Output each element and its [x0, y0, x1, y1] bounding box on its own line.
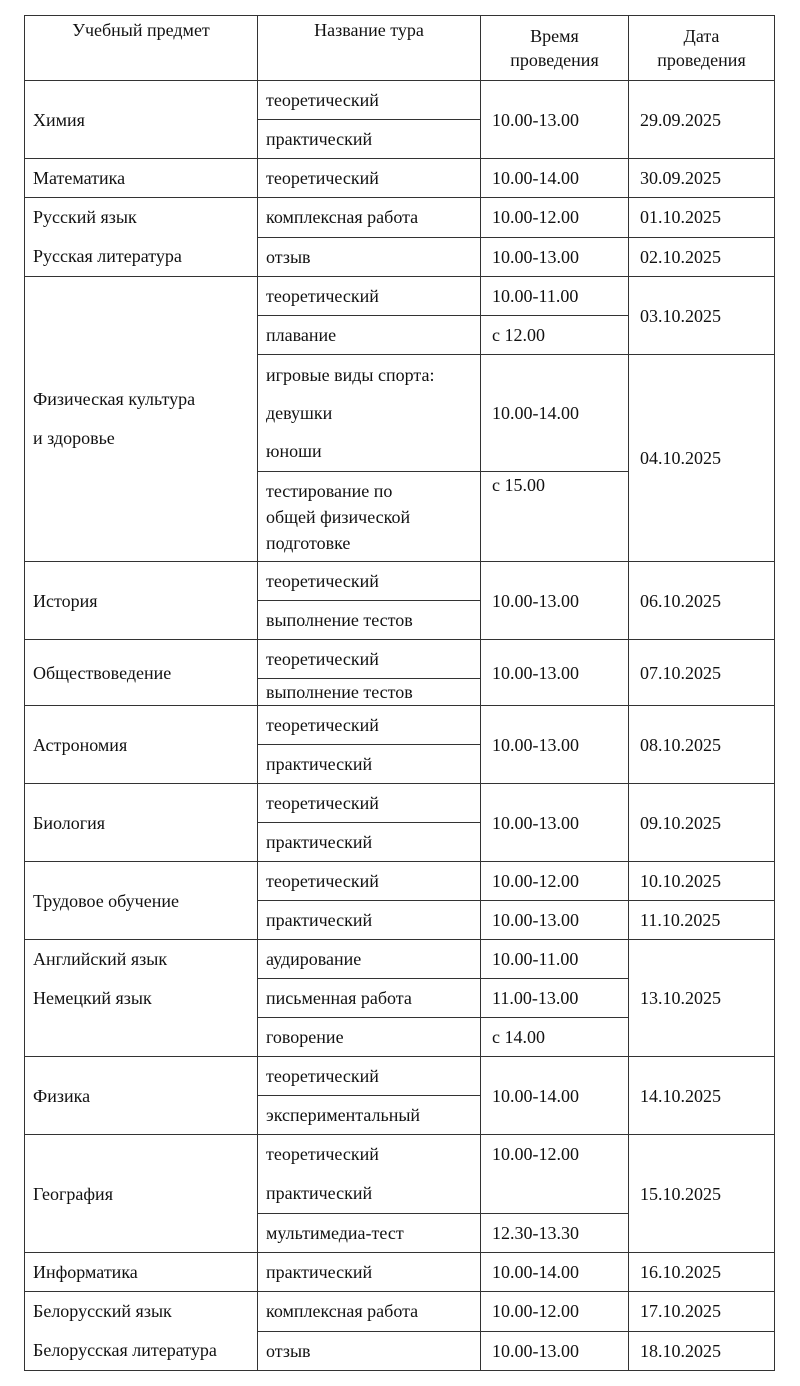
tour-cell: теоретический	[258, 1057, 481, 1096]
subject-cell: Химия	[25, 81, 258, 159]
table-row	[25, 1292, 775, 1332]
table-row	[25, 784, 775, 823]
tour-cell: отзыв	[258, 1331, 481, 1371]
tour-cell: тестирование по общей физической подготовке	[258, 472, 481, 562]
date-cell: 15.10.2025	[629, 1135, 775, 1253]
tour-cell: теоретический	[258, 706, 481, 745]
date-cell: 03.10.2025	[629, 277, 775, 355]
subject-line: Русская литература	[33, 246, 182, 266]
subject-cell: Астрономия	[25, 706, 258, 784]
date-cell: 18.10.2025	[629, 1331, 775, 1371]
subject-cell: История	[25, 562, 258, 640]
tour-cell: плавание	[258, 316, 481, 355]
time-cell: 10.00-12.00	[481, 1135, 629, 1214]
time-cell: 10.00-13.00	[481, 1331, 629, 1371]
tour-cell: теоретический	[258, 277, 481, 316]
time-cell: 10.00-13.00	[481, 706, 629, 784]
tour-cell: комплексная работа	[258, 198, 481, 238]
tour-cell: игровые виды спорта: девушки юноши	[258, 355, 481, 472]
tour-cell: практический	[258, 1253, 481, 1292]
table-row	[25, 640, 775, 679]
date-cell: 17.10.2025	[629, 1292, 775, 1332]
table-row	[25, 562, 775, 601]
date-cell: 13.10.2025	[629, 940, 775, 1057]
table-row	[25, 862, 775, 901]
table-row	[25, 159, 775, 198]
subject-cell: Белорусский язык Белорусская литература	[25, 1292, 258, 1371]
date-cell: 01.10.2025	[629, 198, 775, 238]
tour-cell: теоретический практический	[258, 1135, 481, 1214]
subject-cell: Биология	[25, 784, 258, 862]
header-time: Время проведения	[481, 16, 629, 81]
table-row	[25, 940, 775, 979]
tour-cell: теоретический	[258, 640, 481, 679]
table-row	[25, 1057, 775, 1096]
header-subject: Учебный предмет	[25, 16, 258, 81]
subject-cell: Математика	[25, 159, 258, 198]
table-row	[25, 277, 775, 316]
time-cell: 10.00-13.00	[481, 237, 629, 277]
header-tour: Название тура	[258, 16, 481, 81]
subject-cell: Трудовое обучение	[25, 862, 258, 940]
date-cell: 29.09.2025	[629, 81, 775, 159]
time-cell: 10.00-13.00	[481, 640, 629, 706]
time-cell: 10.00-12.00	[481, 862, 629, 901]
time-cell: 10.00-11.00	[481, 940, 629, 979]
subject-cell	[25, 198, 258, 277]
time-cell: 10.00-13.00	[481, 81, 629, 159]
time-cell: 10.00-13.00	[481, 784, 629, 862]
date-cell: 08.10.2025	[629, 706, 775, 784]
time-cell: 10.00-14.00	[481, 355, 629, 472]
subject-cell: Физическая культура и здоровье	[25, 277, 258, 562]
tour-cell: отзыв	[258, 237, 481, 277]
time-cell: 12.30-13.30	[481, 1214, 629, 1253]
date-cell: 06.10.2025	[629, 562, 775, 640]
tour-cell: практический	[258, 823, 481, 862]
subject-cell: Английский язык Немецкий язык	[25, 940, 258, 1057]
time-cell: 11.00-13.00	[481, 979, 629, 1018]
table-row	[25, 706, 775, 745]
date-cell: 09.10.2025	[629, 784, 775, 862]
time-cell: 10.00-11.00	[481, 277, 629, 316]
time-cell: 10.00-12.00	[481, 198, 629, 238]
date-cell: 10.10.2025	[629, 862, 775, 901]
date-cell: 14.10.2025	[629, 1057, 775, 1135]
time-cell: 10.00-14.00	[481, 1057, 629, 1135]
time-cell: с 12.00	[481, 316, 629, 355]
time-cell: 10.00-13.00	[481, 901, 629, 940]
tour-cell: говорение	[258, 1018, 481, 1057]
date-cell: 04.10.2025	[629, 355, 775, 562]
time-cell: 10.00-13.00	[481, 562, 629, 640]
table-row	[25, 1135, 775, 1214]
tour-cell: теоретический	[258, 562, 481, 601]
time-cell: 10.00-14.00	[481, 1253, 629, 1292]
tour-cell: экспериментальный	[258, 1096, 481, 1135]
tour-cell: теоретический	[258, 862, 481, 901]
tour-cell: аудирование	[258, 940, 481, 979]
tour-cell: теоретический	[258, 159, 481, 198]
date-cell: 02.10.2025	[629, 237, 775, 277]
subject-cell: Обществоведение	[25, 640, 258, 706]
subject-cell: География	[25, 1135, 258, 1253]
tour-cell: письменная работа	[258, 979, 481, 1018]
date-cell: 16.10.2025	[629, 1253, 775, 1292]
tour-cell: выполнение тестов	[258, 679, 481, 706]
subject-cell: Физика	[25, 1057, 258, 1135]
tour-cell: теоретический	[258, 81, 481, 120]
time-cell: с 14.00	[481, 1018, 629, 1057]
subject-line: Русский язык	[33, 207, 137, 227]
tour-cell: теоретический	[258, 784, 481, 823]
table-row	[25, 198, 775, 238]
date-cell: 11.10.2025	[629, 901, 775, 940]
tour-cell: комплексная работа	[258, 1292, 481, 1332]
tour-cell: выполнение тестов	[258, 601, 481, 640]
time-cell: 10.00-12.00	[481, 1292, 629, 1332]
tour-cell: практический	[258, 745, 481, 784]
tour-cell: мультимедиа-тест	[258, 1214, 481, 1253]
time-cell: 10.00-14.00	[481, 159, 629, 198]
olympiad-schedule-table	[24, 15, 775, 1371]
header-row	[25, 16, 775, 81]
table-row	[25, 1253, 775, 1292]
tour-cell: практический	[258, 120, 481, 159]
tour-cell: практический	[258, 901, 481, 940]
subject-cell: Информатика	[25, 1253, 258, 1292]
date-cell: 07.10.2025	[629, 640, 775, 706]
header-date: Дата проведения	[629, 16, 775, 81]
table-row	[25, 81, 775, 120]
time-cell: с 15.00	[481, 472, 629, 562]
date-cell: 30.09.2025	[629, 159, 775, 198]
